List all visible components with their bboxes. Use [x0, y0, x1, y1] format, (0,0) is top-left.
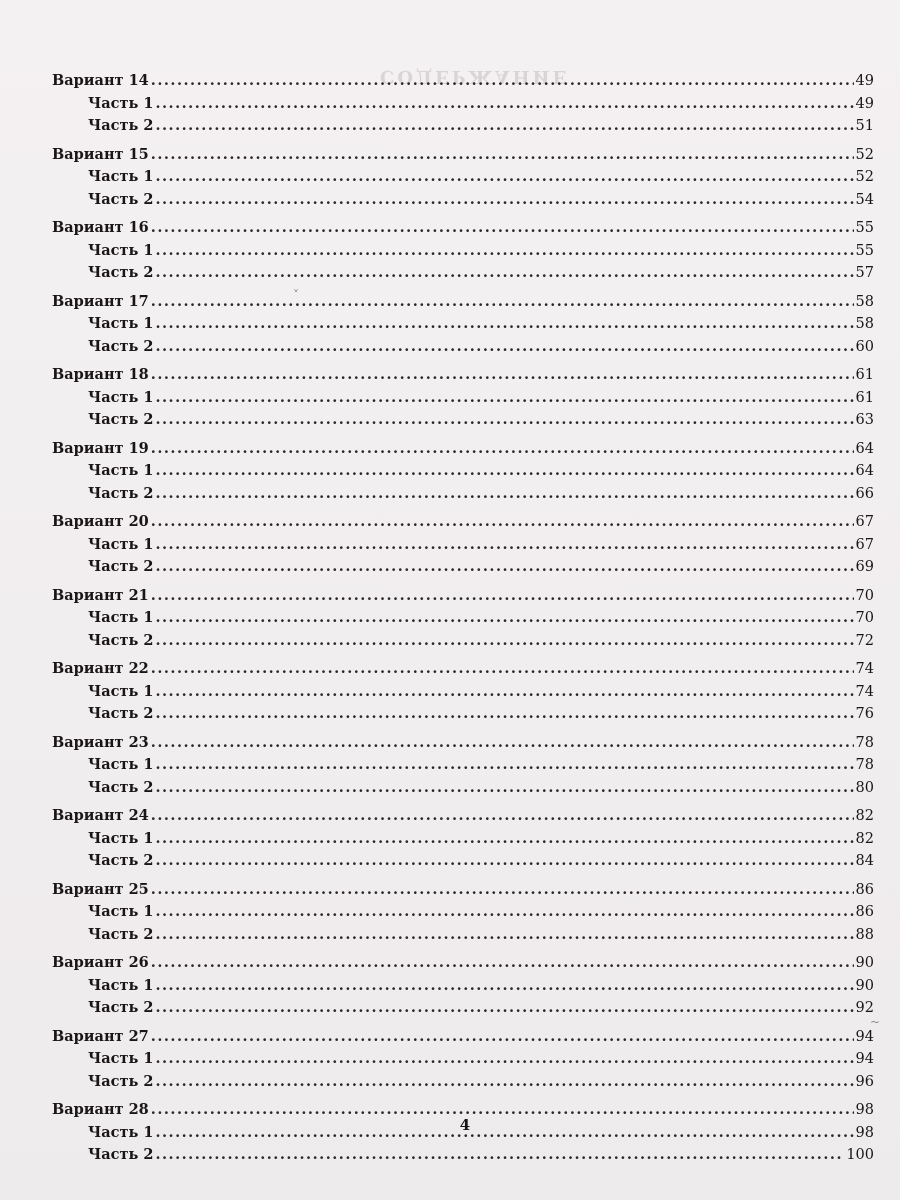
- dot-leader: [155, 1071, 853, 1094]
- toc-variant-group: [52, 732, 874, 800]
- toc-entry-title: Часть 1: [88, 535, 154, 553]
- dot-leader: [155, 483, 853, 506]
- toc-page-number: 82: [855, 830, 874, 847]
- toc-page-number: 67: [855, 536, 874, 553]
- toc-page-number: 51: [855, 118, 874, 134]
- dot-leader: [151, 1026, 854, 1049]
- dot-leader: [155, 1144, 844, 1167]
- toc-part-entry: [52, 409, 874, 432]
- toc-variant-entry: [52, 805, 874, 828]
- toc-entry-title: Часть 2: [88, 190, 154, 208]
- toc-entry-title: Часть 2: [88, 1072, 154, 1090]
- toc-part-entry: [52, 850, 874, 873]
- toc-entry-title: Вариант 27: [52, 1027, 149, 1045]
- dot-leader: [151, 291, 854, 314]
- dot-leader: [155, 115, 853, 138]
- toc-variant-entry: [52, 438, 874, 461]
- dot-leader: [151, 364, 854, 387]
- dot-leader: [155, 975, 853, 998]
- toc-page-number: 60: [855, 338, 874, 355]
- toc-variant-group: [52, 952, 874, 1020]
- toc-page-number: 76: [855, 706, 874, 722]
- toc-variant-entry: [52, 1026, 874, 1049]
- toc-entry-title: Часть 1: [88, 315, 154, 332]
- toc-page-number: 98: [855, 1124, 874, 1141]
- toc-variant-entry: [52, 952, 874, 975]
- toc-entry-title: Часть 1: [88, 462, 154, 479]
- dot-leader: [151, 511, 854, 534]
- toc-variant-group: [52, 585, 874, 653]
- toc-entry-title: Часть 2: [88, 411, 154, 428]
- toc-page-number: 90: [855, 955, 874, 971]
- toc-page-number: 57: [855, 265, 874, 281]
- toc-part-entry: [52, 754, 874, 777]
- toc-page-number: 67: [855, 514, 874, 530]
- toc-variant-entry: [52, 291, 874, 314]
- toc-variant-group: [52, 879, 874, 947]
- toc-page-number: 58: [855, 293, 874, 310]
- toc-variant-entry: [52, 217, 874, 240]
- dot-leader: [151, 658, 854, 681]
- toc-part-entry: [52, 115, 874, 138]
- dot-leader: [151, 70, 854, 93]
- toc-variant-group: [52, 658, 874, 726]
- dot-leader: [155, 166, 853, 189]
- toc-entry-title: Вариант 22: [52, 660, 149, 677]
- toc-entry-title: Часть 2: [88, 117, 154, 134]
- toc-page-number: 70: [855, 610, 874, 626]
- toc-page-number: 61: [855, 389, 874, 406]
- toc-part-entry: [52, 607, 874, 630]
- dot-leader: [155, 924, 853, 947]
- page-number: 4: [459, 1116, 471, 1134]
- toc-part-entry: [52, 777, 874, 800]
- toc-entry-title: Вариант 15: [52, 145, 149, 163]
- toc-page-number: 69: [855, 559, 874, 575]
- toc-page-number: 70: [855, 587, 874, 604]
- toc-variant-entry: [52, 70, 874, 93]
- toc-variant-entry: [52, 585, 874, 608]
- table-of-contents: [52, 70, 874, 1173]
- toc-entry-title: Вариант 28: [52, 1101, 149, 1118]
- toc-variant-group: [52, 291, 874, 359]
- dot-leader: [155, 556, 853, 579]
- toc-part-entry: [52, 1071, 874, 1094]
- toc-part-entry: [52, 240, 874, 263]
- toc-part-entry: [52, 630, 874, 653]
- toc-part-entry: [52, 1048, 874, 1071]
- toc-page-number: 74: [855, 683, 874, 700]
- dot-leader: [155, 703, 853, 726]
- toc-page-number: 54: [855, 191, 874, 208]
- toc-variant-entry: [52, 144, 874, 167]
- dot-leader: [155, 409, 853, 432]
- toc-part-entry: [52, 901, 874, 924]
- toc-part-entry: [52, 313, 874, 336]
- toc-variant-group: [52, 217, 874, 285]
- toc-page-number: 61: [855, 367, 874, 383]
- toc-entry-title: Часть 2: [88, 778, 154, 796]
- toc-entry-title: Часть 1: [88, 241, 154, 259]
- toc-part-entry: [52, 924, 874, 947]
- toc-entry-title: Вариант 23: [52, 733, 149, 751]
- toc-page-number: 94: [855, 1051, 874, 1067]
- dot-leader: [155, 460, 853, 483]
- toc-entry-title: Часть 2: [88, 484, 154, 502]
- toc-part-entry: [52, 556, 874, 579]
- toc-entry-title: Часть 2: [88, 852, 154, 869]
- dot-leader: [155, 607, 853, 630]
- toc-entry-title: Часть 1: [88, 168, 154, 185]
- toc-part-entry: [52, 703, 874, 726]
- toc-page-number: 98: [855, 1102, 874, 1118]
- toc-page-number: 58: [855, 316, 874, 332]
- toc-page-number: 55: [855, 242, 874, 259]
- toc-entry-title: Часть 2: [88, 631, 154, 649]
- toc-variant-group: [52, 438, 874, 506]
- toc-part-entry: [52, 336, 874, 359]
- toc-entry-title: Часть 2: [88, 925, 154, 943]
- dot-leader: [155, 997, 853, 1020]
- dot-leader: [155, 777, 853, 800]
- dot-leader: [155, 313, 853, 336]
- toc-part-entry: [52, 189, 874, 212]
- toc-page-number: 49: [855, 95, 874, 112]
- dot-leader: [151, 585, 854, 608]
- dot-leader: [155, 387, 853, 410]
- dot-leader: [155, 189, 853, 212]
- toc-page-number: 52: [855, 146, 874, 163]
- toc-page-number: 86: [855, 904, 874, 920]
- toc-page-number: 100: [846, 1147, 874, 1163]
- toc-page-number: 64: [855, 463, 874, 479]
- toc-variant-group: [52, 144, 874, 212]
- toc-entry-title: Часть 1: [88, 609, 154, 626]
- toc-entry-title: Часть 1: [88, 903, 154, 920]
- toc-part-entry: [52, 262, 874, 285]
- toc-page-number: 80: [855, 779, 874, 796]
- toc-part-entry: [52, 681, 874, 704]
- toc-page-number: 66: [855, 485, 874, 502]
- toc-entry-title: Часть 1: [88, 829, 154, 847]
- toc-entry-title: Вариант 19: [52, 439, 149, 457]
- toc-entry-title: Часть 2: [88, 999, 154, 1016]
- dot-leader: [151, 952, 854, 975]
- toc-page-number: 74: [855, 661, 874, 677]
- toc-entry-title: Часть 1: [88, 94, 154, 112]
- toc-part-entry: [52, 460, 874, 483]
- toc-variant-group: [52, 1026, 874, 1094]
- toc-entry-title: Часть 1: [88, 682, 154, 700]
- toc-page-number: 49: [855, 73, 874, 89]
- dot-leader: [155, 828, 853, 851]
- toc-entry-title: Вариант 14: [52, 72, 149, 89]
- dot-leader: [151, 805, 854, 828]
- dot-leader: [151, 732, 854, 755]
- dot-leader: [155, 93, 853, 116]
- toc-entry-title: Вариант 18: [52, 366, 149, 383]
- toc-variant-entry: [52, 658, 874, 681]
- toc-part-entry: [52, 1144, 874, 1167]
- toc-page-number: 64: [855, 440, 874, 457]
- ink-speck: ~: [870, 1015, 881, 1029]
- toc-part-entry: [52, 975, 874, 998]
- bleed-through-heading: СОДЕРЖАНИЕ: [380, 66, 570, 87]
- toc-part-entry: [52, 828, 874, 851]
- toc-page-number: 78: [855, 757, 874, 773]
- toc-variant-group: [52, 364, 874, 432]
- toc-entry-title: Вариант 21: [52, 586, 149, 604]
- toc-entry-title: Часть 2: [88, 558, 154, 575]
- toc-page-number: 63: [855, 412, 874, 428]
- toc-page-number: 84: [855, 853, 874, 869]
- toc-entry-title: Часть 2: [88, 705, 154, 722]
- toc-variant-group: [52, 70, 874, 138]
- toc-part-entry: [52, 387, 874, 410]
- toc-page-number: 86: [855, 881, 874, 898]
- toc-page-number: 92: [855, 1000, 874, 1016]
- toc-page-number: 78: [855, 734, 874, 751]
- dot-leader: [155, 534, 853, 557]
- toc-entry-title: Вариант 20: [52, 513, 149, 530]
- dot-leader: [155, 901, 853, 924]
- dot-leader: [151, 217, 854, 240]
- toc-entry-title: Часть 2: [88, 1146, 154, 1163]
- toc-part-entry: [52, 93, 874, 116]
- toc-part-entry: [52, 166, 874, 189]
- toc-variant-group: [52, 511, 874, 579]
- toc-page-number: 88: [855, 926, 874, 943]
- toc-page-number: 55: [855, 220, 874, 236]
- toc-entry-title: Часть 2: [88, 264, 154, 281]
- toc-page-number: 90: [855, 977, 874, 994]
- dot-leader: [155, 630, 853, 653]
- toc-variant-entry: [52, 879, 874, 902]
- toc-page-number: 82: [855, 808, 874, 824]
- dot-leader: [155, 336, 853, 359]
- toc-variant-entry: [52, 511, 874, 534]
- toc-entry-title: Часть 2: [88, 337, 154, 355]
- toc-entry-title: Часть 1: [88, 1050, 154, 1067]
- toc-variant-entry: [52, 364, 874, 387]
- toc-entry-title: Вариант 17: [52, 292, 149, 310]
- dot-leader: [151, 438, 854, 461]
- dot-leader: [155, 754, 853, 777]
- toc-part-entry: [52, 483, 874, 506]
- toc-part-entry: [52, 534, 874, 557]
- dot-leader: [155, 681, 853, 704]
- toc-variant-entry: [52, 732, 874, 755]
- toc-entry-title: Часть 1: [88, 976, 154, 994]
- dot-leader: [155, 240, 853, 263]
- toc-page-number: 94: [855, 1028, 874, 1045]
- toc-entry-title: Вариант 25: [52, 880, 149, 898]
- dot-leader: [151, 879, 854, 902]
- toc-variant-group: [52, 805, 874, 873]
- toc-page-number: 72: [855, 632, 874, 649]
- dot-leader: [155, 1048, 853, 1071]
- toc-entry-title: Вариант 26: [52, 954, 149, 971]
- dot-leader: [151, 144, 854, 167]
- toc-entry-title: Вариант 16: [52, 219, 149, 236]
- dot-leader: [155, 850, 853, 873]
- toc-entry-title: Часть 1: [88, 388, 154, 406]
- toc-entry-title: Вариант 24: [52, 807, 149, 824]
- toc-entry-title: Часть 1: [88, 756, 154, 773]
- ink-speck: ˅: [293, 288, 299, 302]
- toc-page-number: 52: [855, 169, 874, 185]
- toc-page-number: 96: [855, 1073, 874, 1090]
- toc-part-entry: [52, 997, 874, 1020]
- dot-leader: [155, 262, 853, 285]
- toc-entry-title: Часть 1: [88, 1123, 154, 1141]
